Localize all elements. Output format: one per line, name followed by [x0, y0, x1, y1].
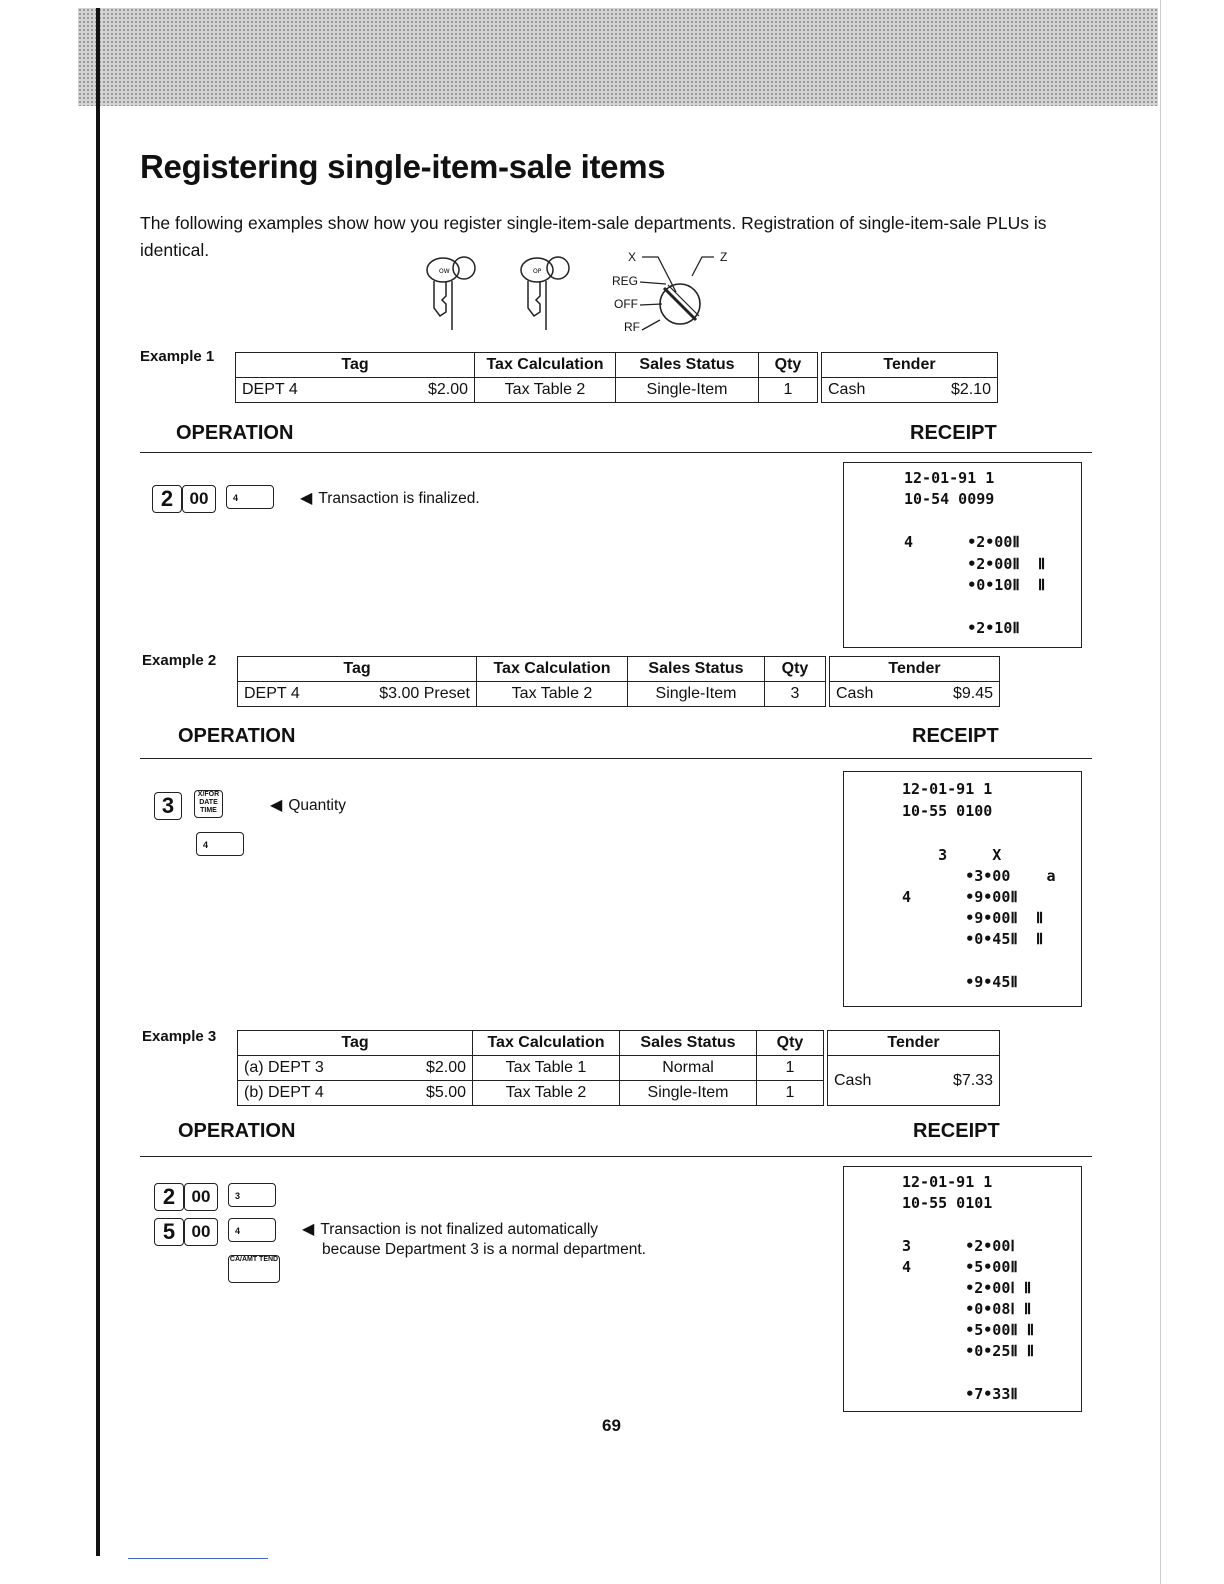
tax-cell: Tax Table 2: [473, 1081, 620, 1106]
example-2-receipt: [843, 771, 1082, 1007]
qty-cell: 1: [757, 1081, 824, 1106]
tax-cell: Tax Table 2: [475, 378, 616, 403]
decorative-header-band: [78, 8, 1158, 106]
receipt-line: •0•08Ⅰ Ⅱ: [902, 1300, 1032, 1318]
table-row: [238, 682, 1000, 707]
tender-type: Cash: [834, 1071, 872, 1089]
header-tender: Tender: [830, 657, 1000, 682]
key-x-for-date-time[interactable]: X/FOR DATE TIME: [194, 790, 223, 818]
header-tag: Tag: [238, 657, 477, 682]
operator-key-icon: [418, 252, 488, 336]
pointer-arrow-icon: ◀: [300, 490, 313, 507]
tender-type: Cash: [836, 685, 874, 702]
price-cell: $2.00: [427, 381, 468, 398]
key-2[interactable]: 2: [154, 1183, 184, 1211]
footer-rule: [128, 1558, 268, 1559]
header-tag: Tag: [236, 353, 475, 378]
example-1-receipt: [843, 462, 1082, 648]
qty-cell: 1: [757, 1056, 824, 1081]
mode-switch-dial-icon: [636, 252, 720, 336]
intro-paragraph: The following examples show how you register single-item-sale departments. Registration of single-item-sale PLUs is identical.: [140, 213, 1047, 260]
operation-heading: OPERATION: [178, 725, 296, 747]
receipt-line: 3 X: [902, 846, 1002, 864]
receipt-line: •9•45Ⅱ: [902, 973, 1018, 991]
example-2-label: Example 2: [142, 652, 217, 669]
key-00[interactable]: 00: [184, 1183, 218, 1211]
receipt-line: 4 •5•00Ⅱ: [902, 1258, 1018, 1276]
receipt-line: 12-01-91 1: [904, 469, 995, 487]
receipt-line: 10-54 0099: [904, 490, 995, 508]
example-3-table: [237, 1030, 1000, 1106]
key-dept-3[interactable]: 3: [228, 1183, 276, 1207]
receipt-line: •2•10Ⅱ: [904, 619, 1020, 637]
dept-cell: DEPT 4: [242, 381, 298, 398]
receipt-line: 12-01-91 1: [902, 780, 993, 798]
example-1-label: Example 1: [140, 348, 215, 365]
example-2-table: [237, 656, 1000, 707]
receipt-line: 10-55 0101: [902, 1194, 993, 1212]
tax-cell: Tax Table 1: [473, 1056, 620, 1081]
status-cell: Normal: [620, 1056, 757, 1081]
qty-cell: 1: [759, 378, 818, 403]
section-divider: [140, 758, 1092, 759]
section-divider: [140, 452, 1092, 453]
receipt-line: 3 •2•00Ⅰ: [902, 1237, 1015, 1255]
tender-amount: $9.45: [952, 685, 993, 702]
receipt-line: •3•00 a: [902, 867, 1056, 885]
key-dept-4[interactable]: 4: [226, 485, 274, 509]
receipt-heading: RECEIPT: [910, 422, 997, 444]
dept-cell: DEPT 4: [244, 685, 300, 702]
header-tag: Tag: [238, 1031, 473, 1056]
key-dept-4[interactable]: 4: [228, 1218, 276, 1242]
pointer-arrow-icon: ◀: [270, 797, 283, 814]
operation-heading: OPERATION: [176, 422, 294, 444]
receipt-line: 10-55 0100: [902, 802, 993, 820]
key-5[interactable]: 5: [154, 1218, 184, 1246]
qty-cell: 3: [765, 682, 826, 707]
price-cell: $2.00: [425, 1059, 466, 1076]
tender-amount: $2.10: [950, 381, 991, 398]
mode-x-label: X: [628, 250, 637, 264]
section-divider: [140, 1156, 1092, 1157]
receipt-line: •5•00Ⅱ Ⅱ: [902, 1321, 1035, 1339]
example-1-table: [235, 352, 998, 403]
header-status: Sales Status: [616, 353, 759, 378]
tender-amount: $7.33: [952, 1071, 993, 1089]
key-ca-amt-tend[interactable]: CA/AMT TEND: [228, 1255, 280, 1283]
page-edge-line: [1160, 0, 1161, 1584]
receipt-line: •0•25Ⅱ Ⅱ: [902, 1342, 1035, 1360]
header-tender: Tender: [822, 353, 998, 378]
receipt-line: •9•00Ⅱ Ⅱ: [902, 909, 1044, 927]
header-tax: Tax Calculation: [477, 657, 628, 682]
key-3[interactable]: 3: [154, 792, 182, 820]
receipt-line: •7•33Ⅱ: [902, 1385, 1018, 1403]
operation-heading: OPERATION: [178, 1120, 296, 1142]
key-00[interactable]: 00: [182, 485, 216, 513]
mode-z-label: Z: [720, 250, 728, 264]
svg-text:OP: OP: [533, 268, 542, 275]
header-tender: Tender: [828, 1031, 1000, 1056]
page-title: Registering single-item-sale items: [140, 148, 666, 185]
example-1-note: ◀ Transaction is finalized.: [300, 490, 480, 507]
receipt-line: •0•10Ⅱ Ⅱ: [904, 576, 1046, 594]
receipt-line: •2•00Ⅱ Ⅱ: [904, 555, 1046, 573]
header-status: Sales Status: [620, 1031, 757, 1056]
header-tax: Tax Calculation: [473, 1031, 620, 1056]
dept-cell: (a) DEPT 3: [244, 1059, 324, 1076]
page-number: 69: [602, 1416, 621, 1435]
table-row: [236, 378, 998, 403]
key-dept-4[interactable]: 4: [196, 832, 244, 856]
receipt-heading: RECEIPT: [913, 1120, 1000, 1142]
tax-cell: Tax Table 2: [477, 682, 628, 707]
receipt-line: 12-01-91 1: [902, 1173, 993, 1191]
mode-reg-label: REG: [612, 274, 639, 288]
price-cell: $5.00: [425, 1084, 466, 1101]
mode-rf-label: RF: [624, 320, 640, 334]
header-qty: Qty: [759, 353, 818, 378]
header-qty: Qty: [757, 1031, 824, 1056]
page-binding-line: [96, 8, 100, 1556]
example-3-label: Example 3: [142, 1028, 217, 1045]
receipt-line: •0•45Ⅱ Ⅱ: [902, 930, 1044, 948]
dept-cell: (b) DEPT 4: [244, 1084, 324, 1101]
receipt-line: •2•00Ⅰ Ⅱ: [902, 1279, 1032, 1297]
example-3-note: ◀ Transaction is not finalized automatically because Department 3 is a normal department.: [302, 1221, 646, 1258]
key-00[interactable]: 00: [184, 1218, 218, 1246]
table-row: [238, 1056, 1000, 1081]
status-cell: Single-Item: [628, 682, 765, 707]
pointer-arrow-icon: ◀: [302, 1221, 315, 1238]
svg-text:OW: OW: [439, 268, 450, 275]
status-cell: Single-Item: [616, 378, 759, 403]
example-2-note: ◀ Quantity: [270, 797, 347, 814]
receipt-line: 4 •2•00Ⅱ: [904, 533, 1020, 551]
header-tax: Tax Calculation: [475, 353, 616, 378]
header-qty: Qty: [765, 657, 826, 682]
tender-type: Cash: [828, 381, 866, 398]
mode-off-label: OFF: [614, 297, 638, 311]
receipt-heading: RECEIPT: [912, 725, 999, 747]
price-cell: $3.00 Preset: [379, 685, 470, 702]
example-3-receipt: [843, 1166, 1082, 1412]
status-cell: Single-Item: [620, 1081, 757, 1106]
key-2[interactable]: 2: [152, 485, 182, 513]
header-status: Sales Status: [628, 657, 765, 682]
manager-key-icon: [512, 252, 582, 336]
receipt-line: 4 •9•00Ⅱ: [902, 888, 1018, 906]
